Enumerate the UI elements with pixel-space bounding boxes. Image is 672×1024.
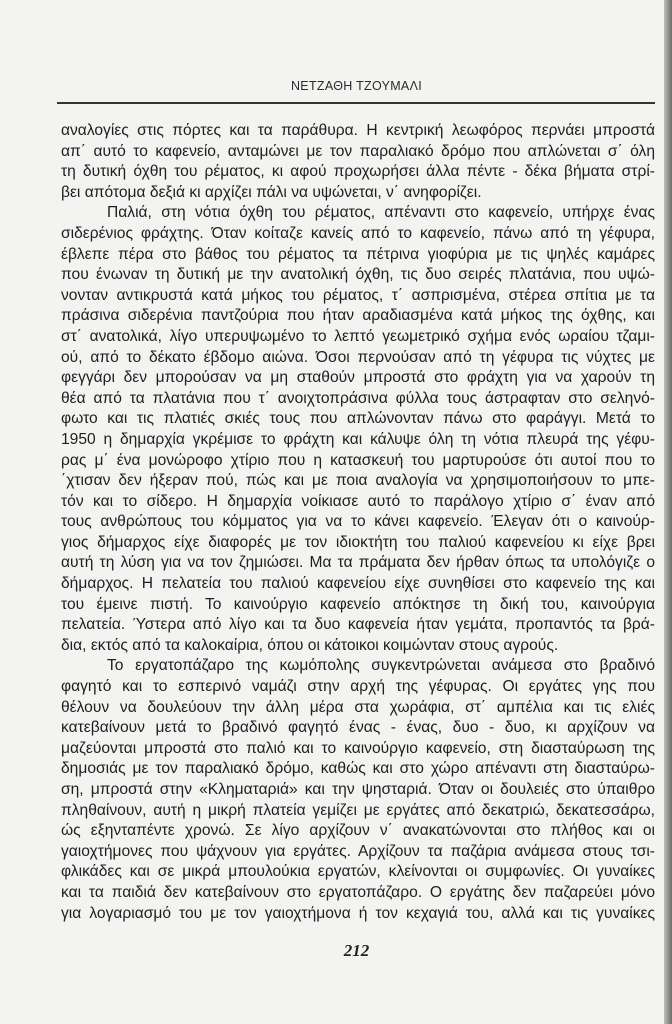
text-line: πράσινα σιδερένια παντζούρια που ήταν αραδιασμένα κατά μήκος της όχθης, και	[61, 307, 655, 325]
text-line: Παλιά, στη νότια όχθη του ρέματος, απέναντι στο καφενείο, υπήρχε ένας	[107, 204, 655, 222]
text-line: πελατεία. Ύστερα από λίγο και τα δυο καφενεία ήταν γεμάτα, προπαντός τα βρά-	[61, 616, 655, 634]
text-line: φωτο και τις πλατιές σκιές τους που απλώνονταν πάνω στο φαράγγι. Μετά το	[61, 410, 655, 428]
text-line: μαζεύονται μπροστά στο παλιό και το καινούργιο καφενείο, στη διασταύρωση της	[61, 739, 655, 757]
text-line: θέα από τα πλατάνια που τ΄ ανοιχτοπράσινα φύλλα τους άστραφταν στο σεληνό-	[61, 389, 655, 407]
text-line: τη δυτική όχθη του ρέματος, κι αφού προχωρήσει άλλα πέντε - δέκα βήματα στρί-	[61, 163, 655, 181]
text-line: του έμεινε πιστή. Το καινούργιο καφενείο απόκτησε τη δική του, καινούργια	[61, 595, 655, 613]
text-line: αυτή τη λύση για να τον ζημιώσει. Μα τα πράματα δεν ήρθαν όπως τα υπολόγιζε ο	[61, 554, 655, 572]
text-line: Το εργατοπάζαρο της κωμόπολης συγκεντρώνεται ανάμεσα στο βραδινό	[107, 657, 655, 675]
text-line: ρας μ΄ ένα μονώροφο χτίριο που η κατασκευή του μαρτυρούσε ότι αυτοί που το	[61, 451, 655, 469]
scan-edge-shadow	[664, 0, 672, 1024]
body-text	[61, 121, 655, 924]
text-line: φαγητό και το εσπερινό ναμάζι στην αρχή της γέφυρας. Οι εργάτες γης που	[61, 678, 655, 696]
text-line: τόν και το σίδερο. Η δημαρχία νοίκιασε αυτό το παράλογο χτίριο σ΄ έναν από	[61, 492, 655, 510]
text-line: θέλουν να δουλεύουν την άλλη μέρα στα χωράφια, στ΄ αμπέλια και τις ελιές	[61, 698, 655, 716]
text-line: αναλογίες στις πόρτες και τα παράθυρα. Η κεντρική λεωφόρος περνάει μπροστά	[61, 122, 655, 139]
text-line: 1950 η δημαρχία γκρέμισε το φράχτη και κάλυψε όλη τη νότια πλευρά της γέφυ-	[61, 430, 655, 448]
text-line: για λογαριασμό του με τον γαιοχτήμονα ή τον κεχαγιά του, αλλά και τις γυναίκες	[61, 904, 655, 922]
text-line: δημοσιάς με τον παραλιακό δρόμο, καθώς και στο χώρο απέναντι στη διασταύρω-	[61, 760, 655, 778]
text-line: γιος δήμαρχος είχε διαφορές με τον ιδιοκτήτη του παλιού καφενείου κι είχε βρει	[61, 533, 655, 551]
text-line: φλικάδες και σε μικρά μπουλούκια εργατών, κλείνονται οι συμφωνίες. Οι γυναίκες	[61, 863, 655, 881]
text-line: πληθαίνουν, αυτή η μικρή πλατεία γεμίζει με εργάτες από δεκατριώ, δεκατεσσάρω,	[61, 801, 655, 819]
text-line: σιδερένιος φράχτης. Όταν κοίταζε κανείς από το καφενείο, πάνω από τη γέφυρα,	[61, 224, 655, 242]
text-line: και τα παιδιά δεν κατεβαίνουν στο εργατοπάζαρο. Ο εργάτης δεν παζαρεύει μόνο	[61, 883, 655, 901]
running-header: ΝΕΤΖΑΘΗ ΤΖΟΥΜΑΛΙ	[290, 79, 422, 93]
text-line: τους ανθρώπους του κόμματος για να το κάνει καφενείο. Έλεγαν ότι ο καινούρ-	[61, 513, 655, 531]
text-line: ΄χτισαν δεν ήξεραν πού, πώς και με ποια αναλογία να χρησιμοποιήσουν το μπε-	[61, 472, 655, 490]
text-line: που ένωναν τη δυτική με την ανατολική όχθη, τις δυο σειρές πλατάνια, που υψώ-	[61, 266, 655, 284]
text-line: δήμαρχος. Η πελατεία του παλιού καφενείου είχε συνηθίσει στο καφενείο της και	[61, 575, 655, 593]
text-line: γαιοχτήμονες που ψάχνουν για εργάτες. Αρχίζουν τα παζάρια ανάμεσα στους τσι-	[61, 842, 655, 860]
text-line: φεγγάρι δεν μπορούσαν να μη σταθούν μπροστά στο φράχτη για να χαρούν τη	[61, 369, 655, 387]
text-line: βει απότομα δεξιά κι αρχίζει πάλι να υψώνεται, ν΄ ανηφορίζει.	[61, 183, 482, 201]
page-number: 212	[343, 941, 370, 960]
text-line: ώς εξηνταπέντε χρονώ. Σε λίγο αρχίζουν ν΄ ανακατώνονται στο πλήθος και οι	[61, 822, 655, 840]
text-line: στ΄ ανατολικά, λίγο υπερυψωμένο το λεπτό γεωμετρικό σχήμα ενός ωραίου τζαμι-	[61, 327, 655, 345]
text-line: νονταν αντικρυστά κατά μήκος του ρέματος, τ΄ ασπρισμένα, στέρεα σπίτια με τα	[61, 286, 655, 304]
text-line: απ΄ αυτό το καφενείο, ανταμώνει με τον παραλιακό δρόμο που απλώνεται σ΄ όλη	[61, 142, 655, 160]
text-line: κατεβαίνουν μετά το βραδινό φαγητό ένας - ένας, δυο - δυο, κι αρχίζουν να	[61, 719, 655, 737]
text-line: ση, μπροστά στην «Κληματαριά» και την ψησταριά. Όταν οι δουλειές στο ύπαιθρο	[61, 781, 655, 798]
text-line: δια, εκτός από τα καλοκαίρια, όπου οι κάτοικοι κοιμώνταν στους αγρούς.	[61, 636, 559, 654]
text-line: έβλεπε πέρα στο βάθος του ρέματος τα πέτρινα γιοφύρια με τις ψηλές καμάρες	[61, 245, 655, 263]
text-line: ού, από το δέκατο έβδομο αιώνα. Όσοι περνούσαν από τη γέφυρα τις νύχτες με	[61, 348, 655, 366]
header-rule	[57, 102, 655, 104]
